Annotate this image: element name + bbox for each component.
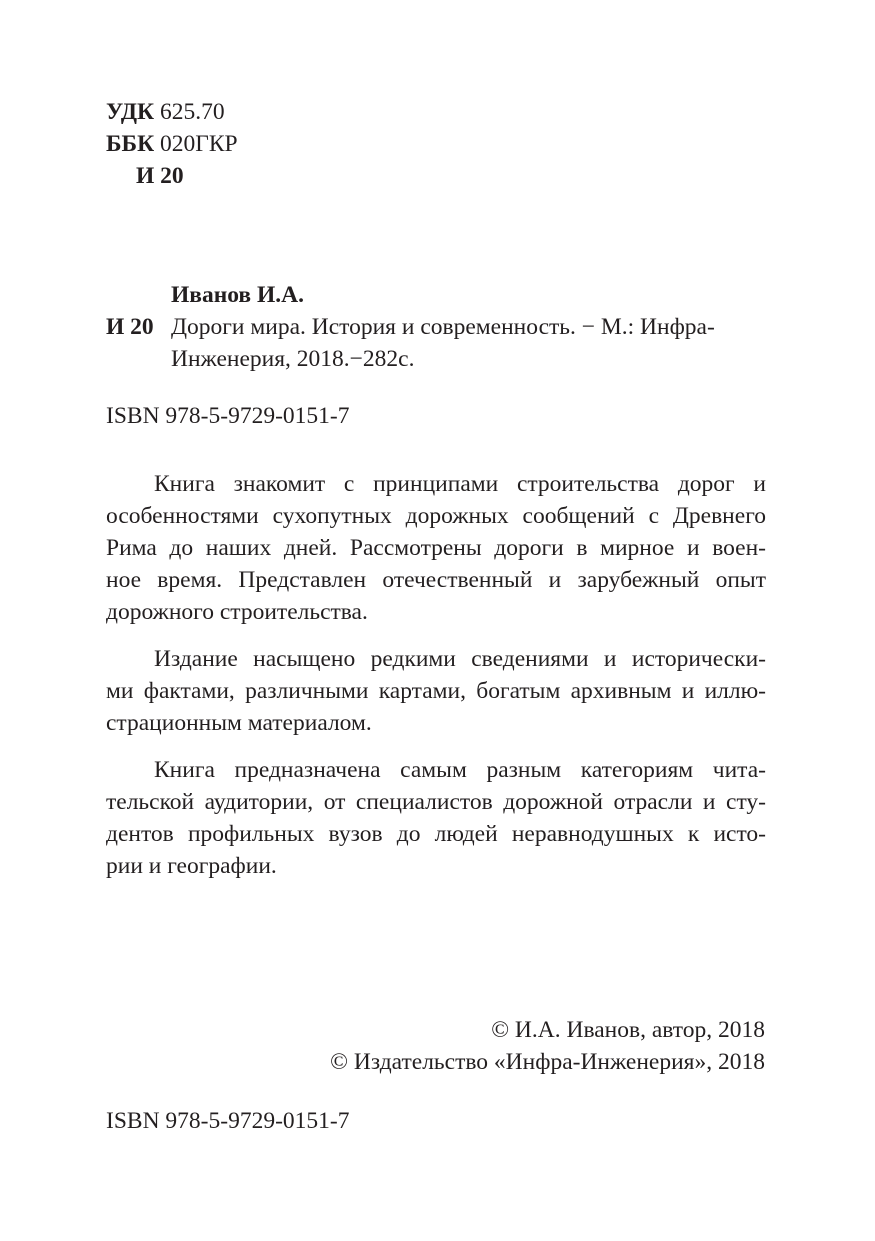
udk-row — [106, 96, 238, 128]
abstract-paragraph-2 — [106, 643, 766, 739]
abstract-line: дентов профильных вузов до людей неравнодушных к исто- — [106, 821, 766, 847]
abstract-line: ми фактами, различными картами, богатым архивным и иллю- — [106, 678, 766, 704]
bib-line-1: Дороги мира. История и современность. − М.: Инфра- — [171, 314, 715, 340]
abstract-line: особенностями сухопутных дорожных сообщений с Древнего — [106, 503, 766, 529]
udk-value: 625.70 — [159, 99, 225, 125]
abstract — [106, 468, 766, 897]
abstract-paragraph-3 — [106, 754, 766, 882]
author-mark: И 20 — [136, 163, 184, 189]
abstract-line: ное время. Представлен отечественный и зарубежный опыт — [106, 567, 766, 593]
abstract-line: рии и географии. — [106, 853, 277, 879]
copyright-block — [330, 1014, 765, 1078]
copyright-publisher: © Издательство «Инфра-Инженерия», 2018 — [330, 1049, 765, 1075]
abstract-line: Книга предназначена самым разным категориям чита- — [154, 757, 766, 783]
abstract-line: Рима до наших дней. Рассмотрены дороги в мирное и воен- — [106, 535, 766, 561]
bbk-value: 020ГКР — [160, 131, 238, 157]
abstract-line: Книга знакомит с принципами строительства дорог и — [154, 471, 766, 497]
bib-code: И 20 — [106, 314, 154, 340]
abstract-line: Издание насыщено редкими сведениями и исторически- — [154, 646, 766, 672]
abstract-line: страционным материалом. — [106, 710, 372, 736]
abstract-line: дорожного строительства. — [106, 599, 368, 625]
copyright-author: © И.А. Иванов, автор, 2018 — [491, 1017, 765, 1043]
bbk-row — [106, 128, 238, 160]
isbn-top: ISBN 978-5-9729-0151-7 — [106, 403, 350, 429]
bib-line-2: Инженерия, 2018.−282с. — [171, 346, 415, 372]
udk-label: УДК — [106, 99, 155, 125]
abstract-paragraph-1 — [106, 468, 766, 628]
abstract-line: тельской аудитории, от специалистов дорожной отрасли и сту- — [106, 789, 766, 815]
bbk-label: ББК — [106, 131, 155, 157]
bib-author: Иванов И.А. — [171, 282, 304, 308]
isbn-bottom: ISBN 978-5-9729-0151-7 — [106, 1108, 350, 1134]
classification-block — [106, 96, 238, 192]
author-mark-row — [106, 160, 238, 192]
bibliographic-description — [106, 311, 766, 375]
